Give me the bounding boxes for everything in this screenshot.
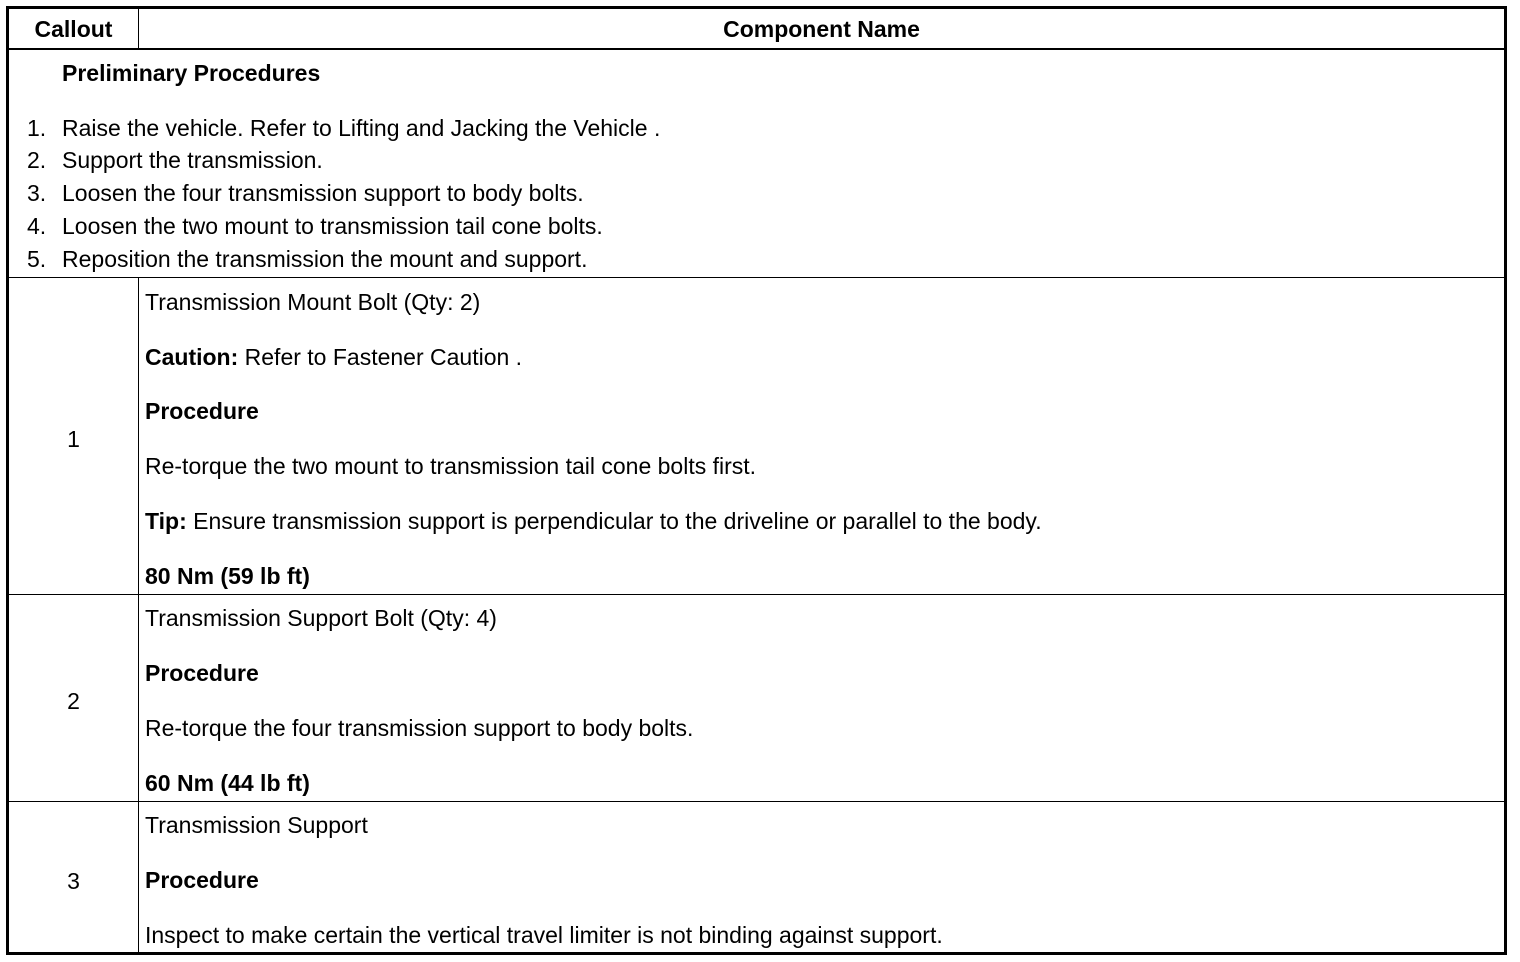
procedure-label: Procedure — [145, 867, 259, 893]
caution-label: Caution: — [145, 344, 239, 370]
procedure-text: Inspect to make certain the vertical travel limiter is not binding against support. — [145, 922, 943, 948]
procedure-table — [6, 6, 1507, 955]
header-callout: Callout — [34, 16, 113, 42]
procedure-text: Re-torque the four transmission support to body bolts. — [145, 715, 694, 741]
callout-number: 2 — [67, 688, 80, 714]
procedure-label: Procedure — [145, 398, 259, 424]
row-divider-preliminary — [9, 277, 1504, 278]
procedure-text: Re-torque the two mount to transmission tail cone bolts first. — [145, 453, 757, 479]
component-name: Transmission Support — [145, 812, 368, 838]
torque-spec: 80 Nm (59 lb ft) — [145, 563, 310, 589]
row-divider-2 — [9, 801, 1504, 802]
step-text: Reposition the transmission the mount and support. — [62, 246, 588, 272]
step-text: Raise the vehicle. Refer to Lifting and Jacking the Vehicle . — [62, 115, 661, 141]
header-divider — [9, 48, 1504, 50]
step-number: 3. — [27, 180, 47, 206]
step-text: Support the transmission. — [62, 147, 323, 173]
component-name: Transmission Mount Bolt (Qty: 2) — [145, 289, 481, 315]
step-text: Loosen the two mount to transmission tail cone bolts. — [62, 213, 603, 239]
step-number: 5. — [27, 246, 47, 272]
step-number: 2. — [27, 147, 47, 173]
callout-number: 3 — [67, 868, 80, 894]
callout-number: 1 — [67, 426, 80, 452]
header-component-name: Component Name — [723, 16, 920, 42]
row-divider-1 — [9, 594, 1504, 595]
tip-label: Tip: — [145, 508, 187, 534]
column-divider-body — [138, 277, 139, 952]
procedure-label: Procedure — [145, 660, 259, 686]
caution-note — [145, 344, 522, 370]
tip-text: Ensure transmission support is perpendicular to the driveline or parallel to the body. — [186, 508, 1042, 534]
step-number: 4. — [27, 213, 47, 239]
torque-spec: 60 Nm (44 lb ft) — [145, 770, 310, 796]
component-name: Transmission Support Bolt (Qty: 4) — [145, 605, 497, 631]
step-text: Loosen the four transmission support to body bolts. — [62, 180, 584, 206]
step-number: 1. — [27, 115, 47, 141]
tip-note — [145, 508, 1042, 534]
preliminary-title: Preliminary Procedures — [62, 60, 321, 86]
caution-text: Refer to Fastener Caution . — [238, 344, 523, 370]
